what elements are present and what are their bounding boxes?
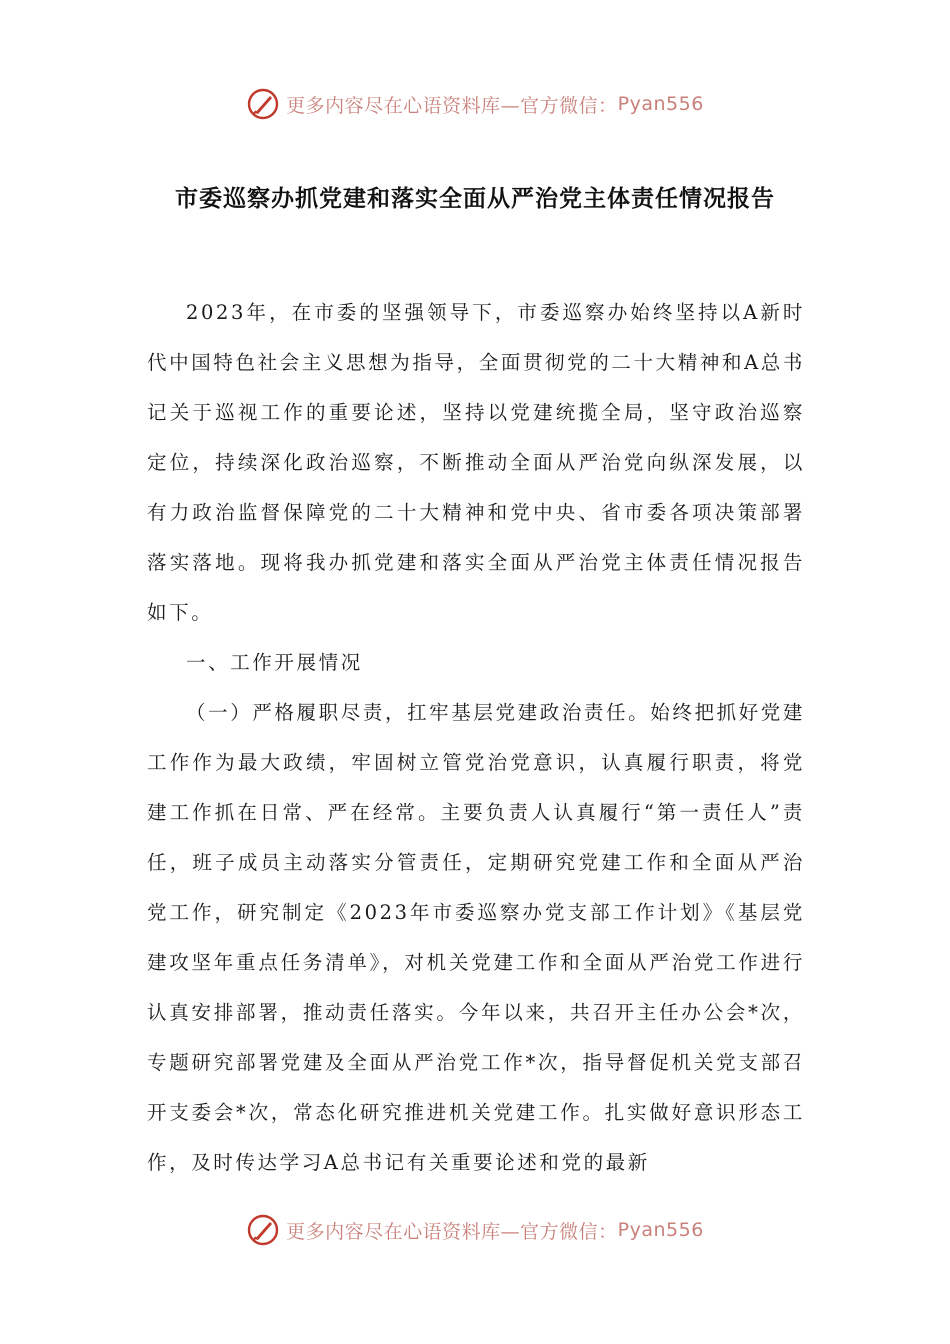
paragraph-section-1: （一）严格履职尽责，扛牢基层党建政治责任。始终把抓好党建工作作为最大政绩，牢固树立管党治党意识，认真履行职责，将党建工作抓在日常、严在经常。主要负责人认真履行“第一责任人”责任，班子成员主动落实分管责任，定期研究党建工作和全面从严治党工作，研究制定《2023年市委巡察办党支部工作计划》《基层党建攻坚年重点任务清单》，对机关党建工作和全面从严治党工作进行认真安排部署，推动责任落实。今年以来，共召开主任办公会*次，专题研究部署党建及全面从严治党工作*次，指导督促机关党支部召开支委会*次，常态化研究推进机关党建工作。扎实做好意识形态工作，及时传达学习A总书记有关重要论述和党的最新 (147, 701, 805, 1174)
quill-pen-logo-icon (246, 87, 280, 121)
watermark-footer (0, 1210, 950, 1250)
paragraph-intro: 2023年，在市委的坚强领导下，市委巡察办始终坚持以A新时代中国特色社会主义思想为指导，全面贯彻党的二十大精神和A总书记关于巡视工作的重要论述，坚持以党建统揽全局，坚守政治巡察定位，持续深化政治巡察，不断推动全面从严治党向纵深发展，以有力政治监督保障党的二十大精神和党中央、省市委各项决策部署落实落地。现将我办抓党建和落实全面从严治党主体责任情况报告如下。 (147, 301, 805, 624)
document-title: 市委巡察办抓党建和落实全面从严治党主体责任情况报告 (175, 186, 775, 212)
watermark-header (0, 84, 950, 124)
watermark-handle: Pyan556 (617, 93, 704, 115)
document-body (147, 288, 805, 1188)
watermark-text: 更多内容尽在心语资料库—官方微信： (286, 1220, 618, 1243)
section-heading: 一、工作开展情况 (186, 651, 363, 674)
watermark-handle: Pyan556 (617, 1219, 704, 1241)
quill-pen-logo-icon (246, 1213, 280, 1247)
watermark-text: 更多内容尽在心语资料库—官方微信： (286, 94, 618, 117)
